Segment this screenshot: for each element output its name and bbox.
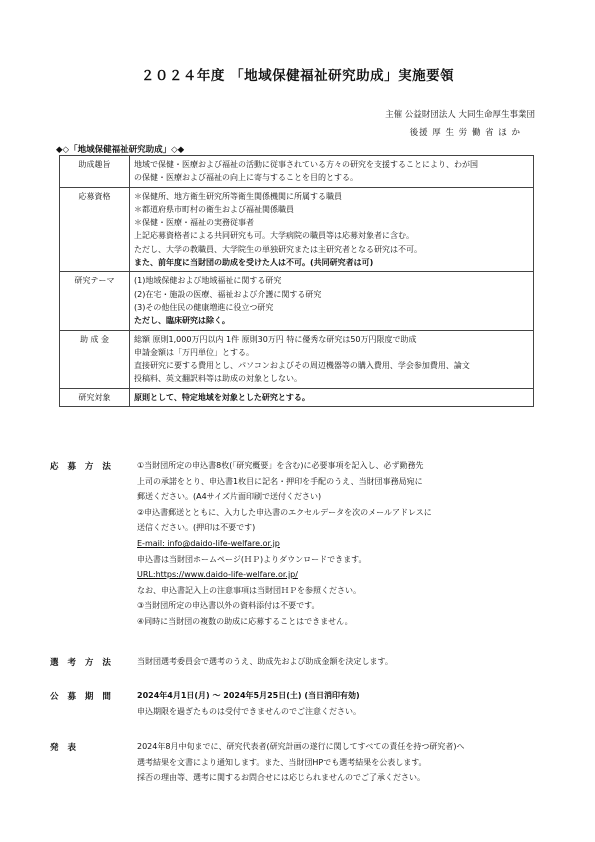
row-line: 投稿料、英文翻訳料等は助成の対象としない。: [134, 374, 302, 384]
row-line: 総額 原則1,000万円以内 1件 原則30万円 特に優秀な研究は50万円限度で助成: [134, 334, 417, 344]
row-content: [130, 187, 534, 272]
sponsor-main: 主催 公益財団法人 大同生命厚生事業団: [385, 110, 535, 120]
period-line: 申込期限を過ぎたものは受付できませんのでご注意ください。: [137, 706, 361, 716]
row-line: ＊保健・医療・福祉の実務従事者: [134, 218, 254, 228]
apply-line: ④同時に当財団の複数の助成に応募することはできません。: [137, 616, 353, 626]
table-row: [60, 187, 534, 272]
document-title: ２０２４年度 「地域保健福祉研究助成」実施要領: [140, 68, 455, 84]
summary-table: [59, 155, 534, 407]
apply-label: 応 募 方 法: [50, 462, 114, 472]
apply-line[interactable]: E-mail: info@daido-life-welfare.or.jp: [137, 538, 280, 548]
row-line: ただし、大学の教職員、大学院生の単独研究または主研究者となる研究は不可。: [134, 244, 422, 254]
select-body: [137, 654, 547, 670]
announce-label: 発 表: [50, 743, 79, 753]
announce-line: 採否の理由等、選考に関するお問合せには応じられませんのでご了承ください。: [137, 773, 425, 783]
period-body: [137, 688, 547, 719]
apply-line: 申込書は当財団ホームページ(ＨＰ)よりダウンロードできます。: [137, 554, 367, 564]
select-label: 選 考 方 法: [50, 658, 114, 668]
row-line: (2)在宅・施設の医療、福祉および介護に関する研究: [134, 289, 322, 299]
period-line: 2024年4月1日(月) ～ 2024年5月25日(土) (当日消印有効): [137, 691, 360, 700]
row-heading: 助 成 金: [60, 330, 130, 388]
row-line: 申請金額は「万円単位」とする。: [134, 347, 254, 357]
row-heading: 研究対象: [60, 388, 130, 406]
row-heading: 応募資格: [60, 187, 130, 272]
apply-line: なお、申込書記入上の注意事項は当財団ＨＰを参照ください。: [137, 585, 361, 595]
row-line: ＊保健所、地方衛生研究所等衛生関係機関に所属する職員: [134, 191, 342, 201]
row-content: [130, 388, 534, 406]
row-line: また、前年度に当財団の助成を受けた人は不可。(共同研究者は可): [134, 258, 374, 268]
row-content: [130, 272, 534, 330]
row-line: 上記応募資格者による共同研究も可。大学病院の職員等は応募対象者に含む。: [134, 231, 414, 241]
table-row: [60, 156, 534, 188]
row-heading: 助成趣旨: [60, 156, 130, 188]
row-line: (3)その他住民の健康増進に役立つ研究: [134, 302, 274, 312]
row-content: [130, 156, 534, 188]
announce-body: [137, 739, 547, 786]
table-row: [60, 272, 534, 330]
apply-body: [137, 458, 547, 630]
announce-line: 2024年8月中旬までに、研究代表者(研究計画の遂行に関してすべての責任を持つ研究者)へ: [137, 742, 465, 751]
apply-line: 郵送ください。(A4サイズ片面印刷で送付ください): [137, 492, 322, 502]
row-heading: 研究テーマ: [60, 272, 130, 330]
apply-line: ①当財団所定の申込書8枚(「研究概要」を含む)に必要事項を記入し、必ず勤務先: [137, 461, 424, 470]
table-row: [60, 388, 534, 406]
period-label: 公 募 期 間: [50, 692, 114, 702]
section-heading: ◆◇「地域保健福祉研究助成」◇◆: [56, 145, 185, 155]
row-line: 直接研究に要する費用とし、パソコンおよびその周辺機器等の購入費用、学会参加費用、論文: [134, 361, 470, 371]
table-row: [60, 330, 534, 388]
apply-line: ③当財団所定の申込書以外の資料添付は不要です。: [137, 601, 320, 611]
sponsor-support: 後援 厚 生 労 働 省 ほ か: [409, 128, 521, 138]
row-line: ただし、臨床研究は除く。: [134, 316, 230, 326]
row-line: ＊都道府県市町村の衛生および福祉関係職員: [134, 204, 294, 214]
apply-line: 送信ください。(押印は不要です): [137, 523, 256, 533]
row-line: (1)地域保健および地域福祉に関する研究: [134, 276, 282, 286]
announce-line: 選考結果を文書により通知します。また、当財団HPでも選考結果を公表します。: [137, 757, 427, 767]
apply-line[interactable]: URL:https://www.daido-life-welfare.or.jp/: [137, 570, 298, 580]
apply-line: 上司の承諾をとり、申込書1枚目に記名・押印を手配のうえ、当財団事務局宛に: [137, 476, 423, 486]
row-line: 地域で保健・医療および福祉の活動に従事されている方々の研究を支援することにより、わが国: [134, 160, 478, 169]
row-line: の保健・医療および福祉の向上に寄与することを目的とする。: [134, 173, 358, 183]
row-content: [130, 330, 534, 388]
row-line: 原則として、特定地域を対象とした研究とする。: [134, 392, 310, 402]
apply-line: ②申込書郵送とともに、入力した申込書のエクセルデータを次のメールアドレスに: [137, 507, 432, 517]
select-line: 当財団選考委員会で選考のうえ、助成先および助成金額を決定します。: [137, 657, 393, 666]
